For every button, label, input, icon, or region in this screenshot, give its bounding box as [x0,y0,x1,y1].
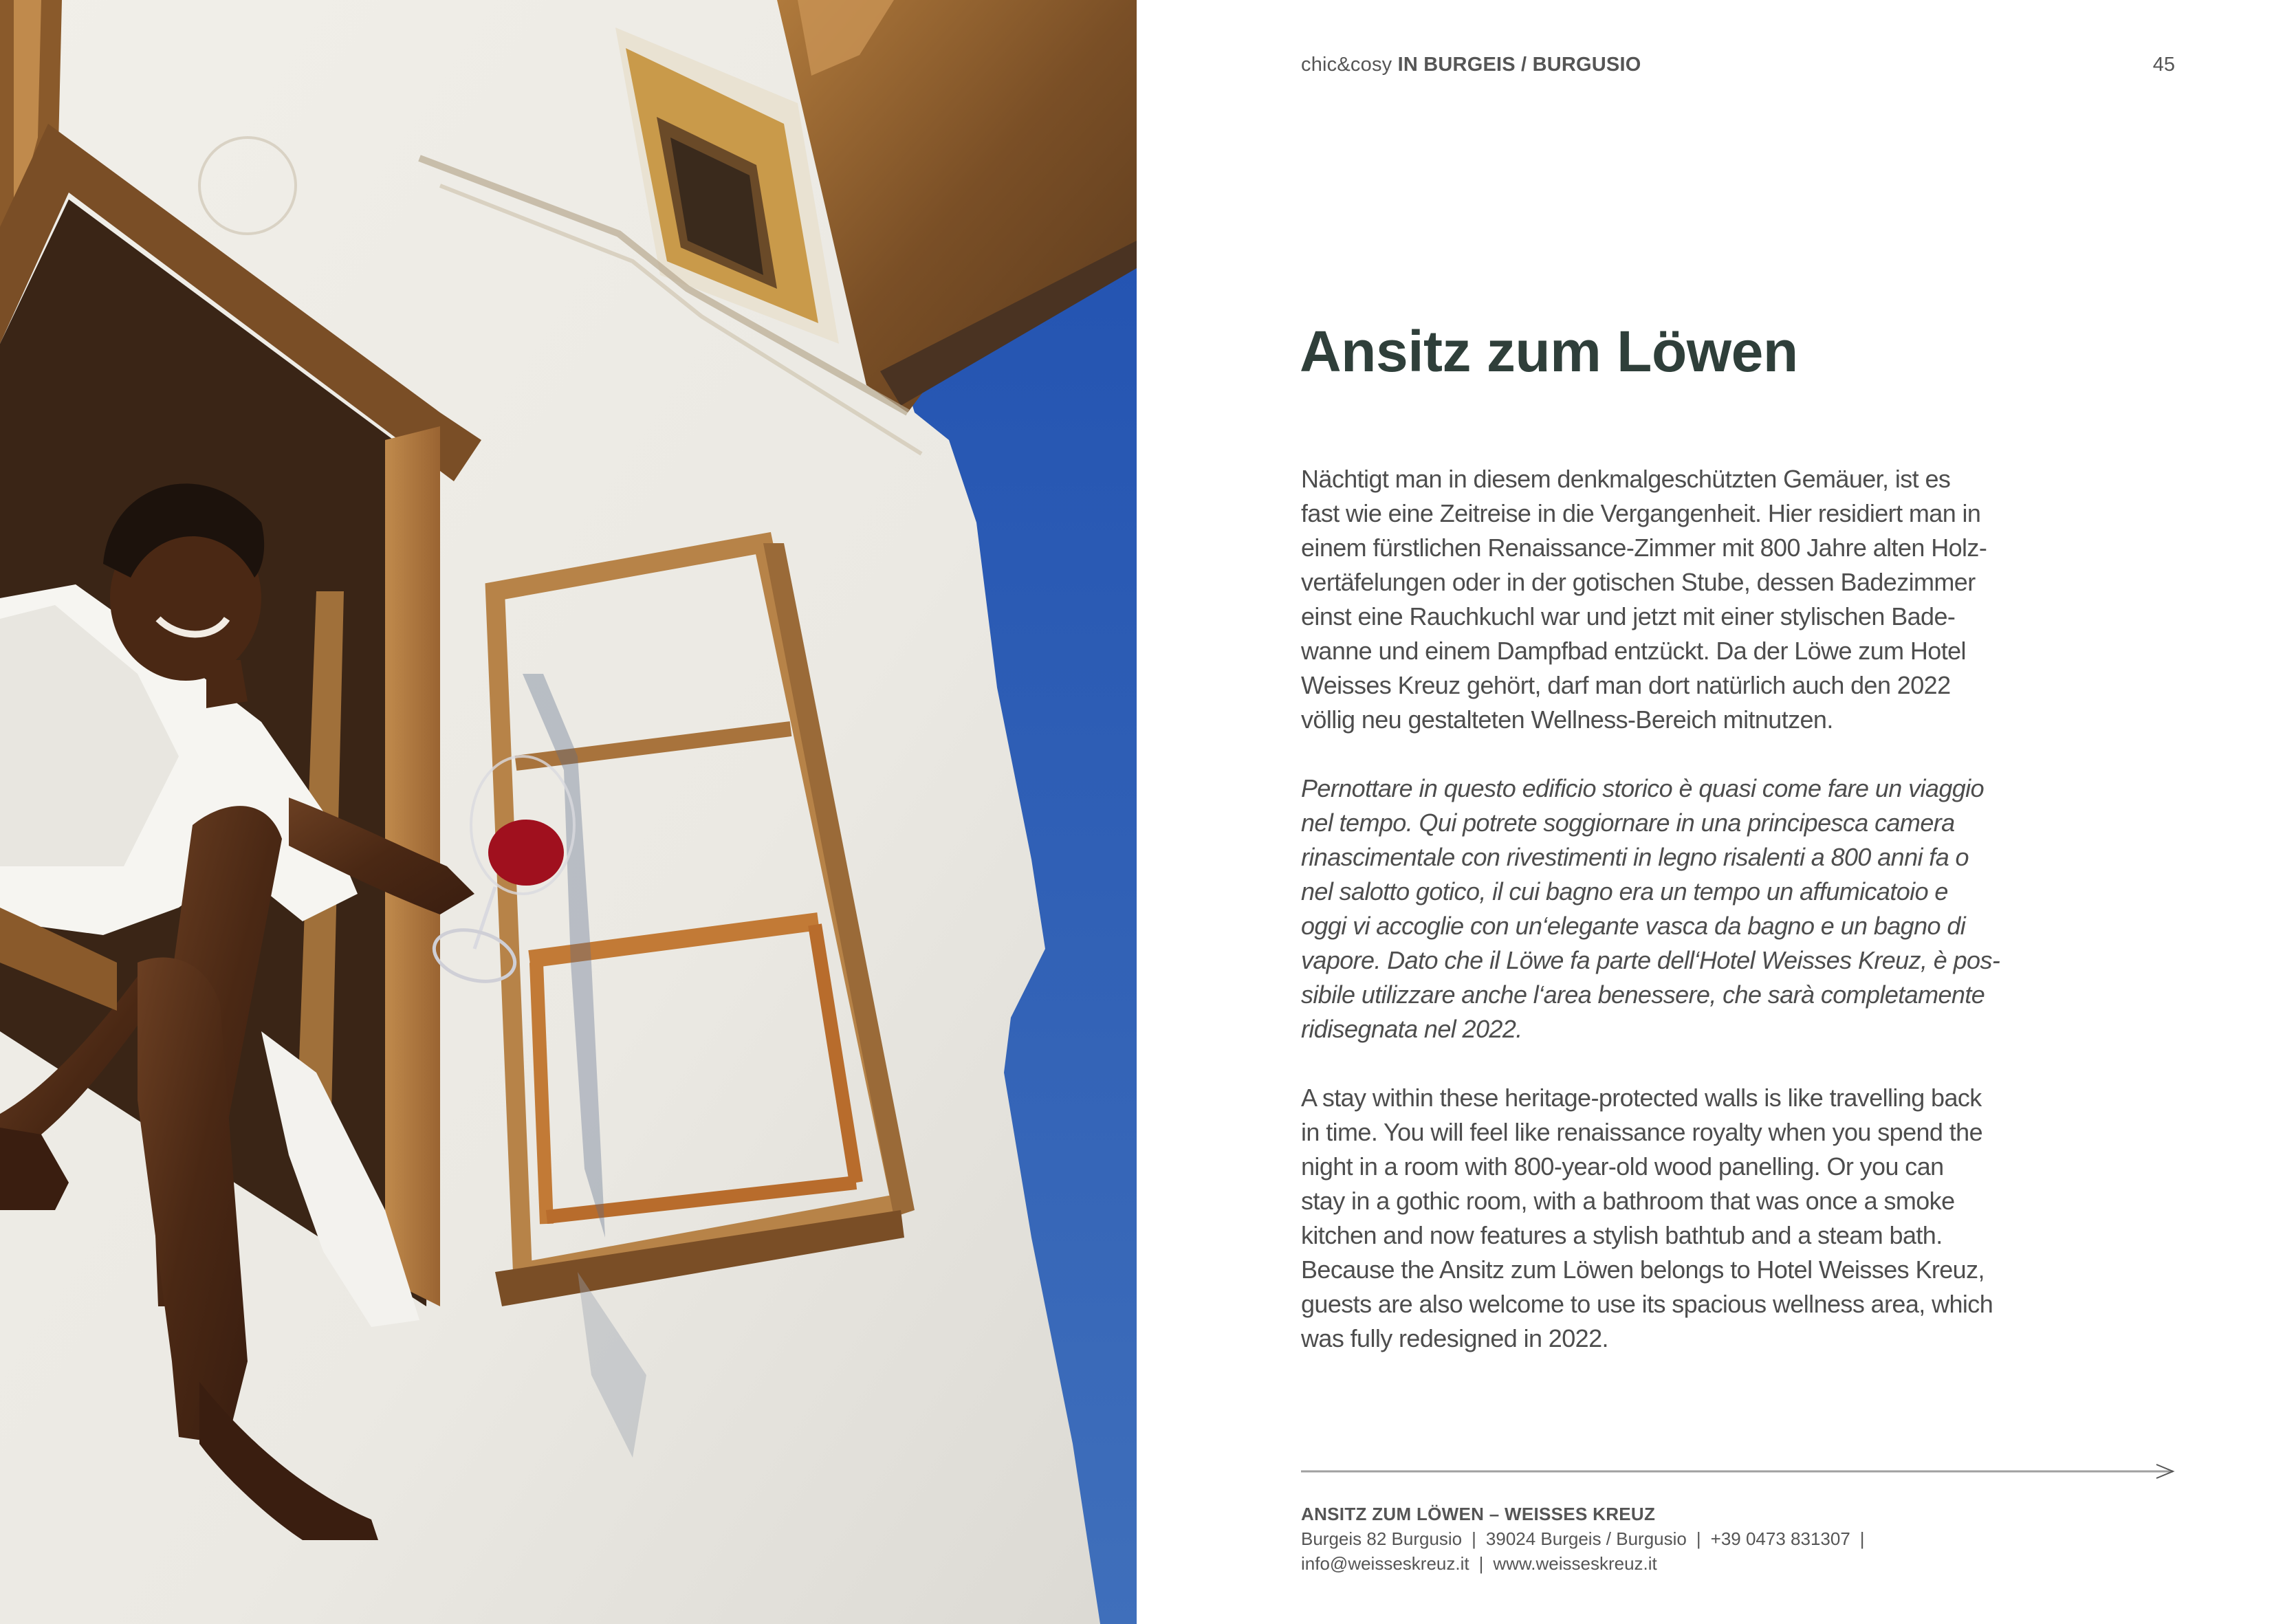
running-header [1301,54,1641,76]
contact-line-1 [1301,1526,2126,1551]
text-line: was fully redesigned in 2022. [1301,1324,1608,1352]
text-line: Pernottare in questo edificio storico è quasi come fare un viaggio [1301,774,1984,802]
text-line: A stay within these heritage-protected walls is like travelling back [1301,1084,1982,1112]
separator: | [1472,1528,1476,1549]
text-line: in time. You will feel like renaissance royalty when you spend the [1301,1118,1982,1146]
text-line: einst eine Rauchkuchl war und jetzt mit einer stylischen Bade- [1301,602,1956,630]
section-title: IN BURGEIS / BURGUSIO [1397,54,1641,76]
footer-divider [1301,1462,2176,1481]
text-line: vapore. Dato che il Löwe fa parte dell‘Hotel Weisses Kreuz, è pos- [1301,946,2000,974]
text-line: wanne und einem Dampfbad entzückt. Da der Löwe zum Hotel [1301,637,1966,665]
text-line: night in a room with 800-year-old wood panelling. Or you can [1301,1152,1944,1181]
email-link[interactable]: info@weisseskreuz.it [1301,1553,1469,1574]
text-line: ridisegnata nel 2022. [1301,1015,1522,1043]
paragraph-german [1301,462,2085,737]
separator: | [1478,1553,1484,1574]
text-line: völlig neu gestalteten Wellness-Bereich mitnutzen. [1301,705,1833,734]
text-line: guests are also welcome to use its spacious wellness area, which [1301,1290,1993,1318]
page-number: 45 [2152,54,2175,76]
arrow-right-icon [1301,1462,2176,1481]
paragraph-english [1301,1081,2085,1356]
website-link[interactable]: www.weisseskreuz.it [1493,1553,1657,1574]
text-line: rinascimentale con rivestimenti in legno risalenti a 800 anni fa o [1301,843,1969,871]
article-title: Ansitz zum Löwen [1300,319,1798,384]
text-line: Because the Ansitz zum Löwen belongs to Hotel Weisses Kreuz, [1301,1255,1985,1284]
text-line: oggi vi accoglie con un‘elegante vasca da bagno e un bagno di [1301,912,1966,940]
contact-block [1301,1502,2126,1576]
separator: | [1696,1528,1701,1549]
text-line: nel tempo. Qui potrete soggiornare in una principesca camera [1301,809,1955,837]
contact-line-2 [1301,1551,2126,1576]
text-line: sibile utilizzare anche l‘area benessere, che sarà completamente [1301,980,1985,1009]
phone-number[interactable]: +39 0473 831307 [1710,1528,1850,1549]
text-line: einem fürstlichen Renaissance-Zimmer mit 800 Jahre alten Holz- [1301,534,1987,562]
article-page [1137,0,2274,1624]
text-line: nel salotto gotico, il cui bagno era un tempo un affumicatoio e [1301,877,1948,906]
text-line: fast wie eine Zeitreise in die Vergangenheit. Hier residiert man in [1301,499,1981,527]
magazine-name: chic&cosy [1301,54,1392,76]
text-line: stay in a gothic room, with a bathroom that was once a smoke [1301,1187,1955,1215]
separator: | [1859,1528,1865,1549]
paragraph-italian [1301,771,2085,1046]
text-line: Nächtigt man in diesem denkmalgeschützten Gemäuer, ist es [1301,465,1951,493]
article-body [1301,462,2085,1390]
postal-address: 39024 Burgeis / Burgusio [1485,1528,1687,1549]
venue-name: ANSITZ ZUM LÖWEN – WEISSES KREUZ [1301,1504,1656,1524]
text-line: Weisses Kreuz gehört, darf man dort natürlich auch den 2022 [1301,671,1951,699]
text-line: kitchen and now features a stylish bathtub and a steam bath. [1301,1221,1943,1249]
text-line: vertäfelungen oder in der gotischen Stube, dessen Badezimmer [1301,568,1976,596]
address: Burgeis 82 Burgusio [1301,1528,1463,1549]
